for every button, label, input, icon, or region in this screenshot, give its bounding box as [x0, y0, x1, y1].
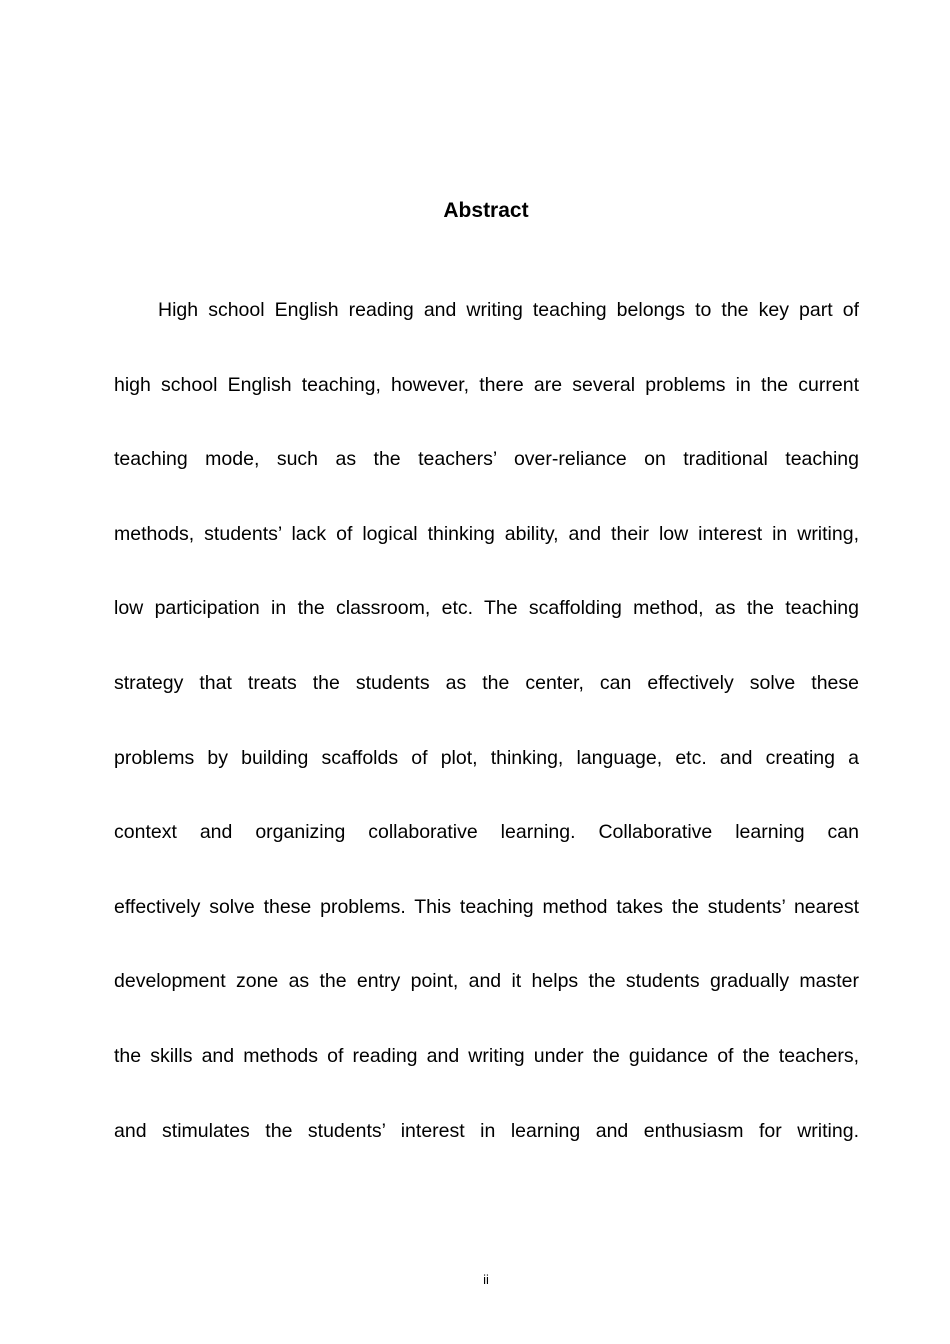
abstract-line: High school English reading and writing teaching belongs to the key part of — [158, 299, 859, 321]
abstract-line: effectively solve these problems. This teaching method takes the students’ nearest — [114, 895, 859, 918]
abstract-title: Abstract — [443, 199, 529, 222]
abstract-line: teaching mode, such as the teachers’ over-reliance on traditional teaching — [114, 448, 859, 471]
page-number: ii — [483, 1272, 489, 1287]
abstract-line: low participation in the classroom, etc. The scaffolding method, as the teaching — [114, 597, 859, 620]
abstract-line: and stimulates the students’ interest in learning and enthusiasm for writing. — [114, 1119, 859, 1142]
abstract-body — [114, 296, 859, 1191]
abstract-line: the skills and methods of reading and writing under the guidance of the teachers, — [114, 1044, 859, 1067]
abstract-line: context and organizing collaborative learning. Collaborative learning can — [114, 821, 859, 844]
abstract-line: methods, students’ lack of logical thinking ability, and their low interest in writing, — [114, 522, 859, 545]
abstract-line: strategy that treats the students as the center, can effectively solve these — [114, 671, 859, 694]
abstract-line: development zone as the entry point, and it helps the students gradually master — [114, 970, 859, 993]
abstract-line: high school English teaching, however, there are several problems in the current — [114, 373, 859, 396]
abstract-line: problems by building scaffolds of plot, thinking, language, etc. and creating a — [114, 746, 859, 769]
